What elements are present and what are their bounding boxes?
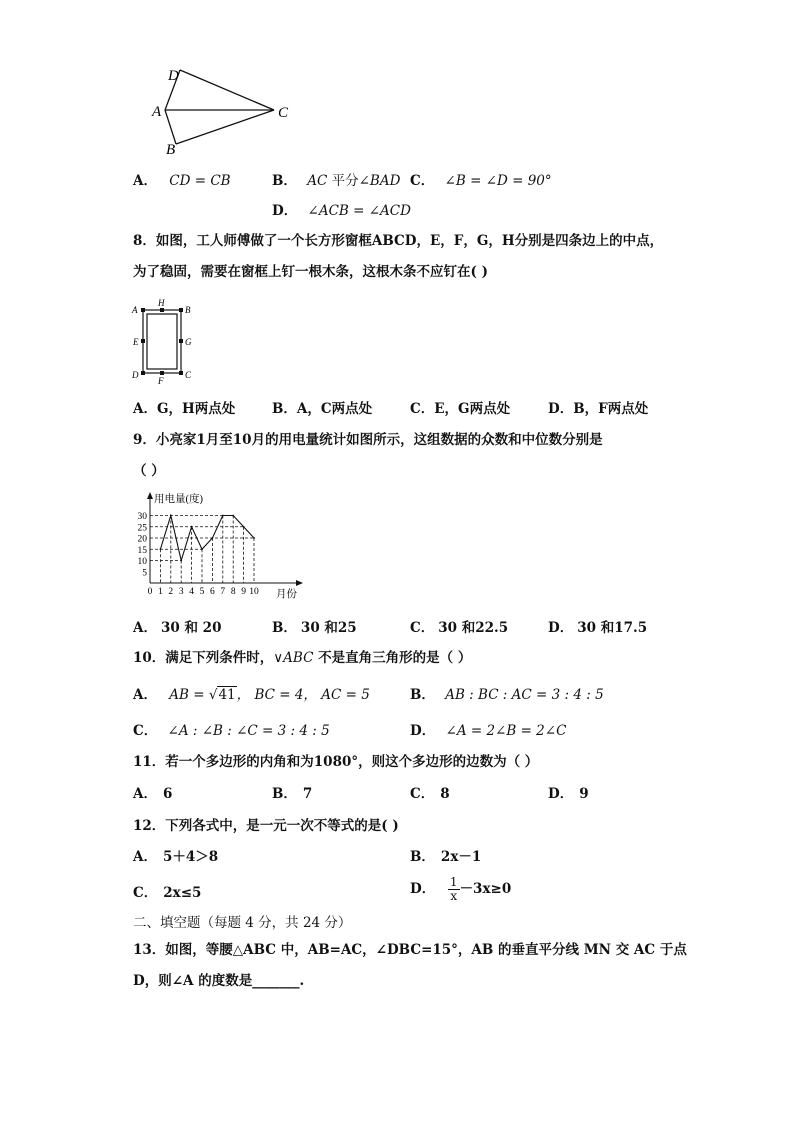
q8-stem-line2: 为了稳固，需要在窗框上钉一根木条，这根木条不应钉在( ) bbox=[133, 264, 488, 280]
option-text: B，F两点处 bbox=[573, 401, 649, 417]
data-point-9 bbox=[243, 526, 245, 528]
q10-option-c bbox=[133, 722, 330, 740]
option-letter: D． bbox=[410, 723, 436, 739]
y-tick-label: 15 bbox=[137, 545, 147, 556]
q12-stem: 12．下列各式中，是一元一次不等式的是( ) bbox=[133, 818, 399, 834]
q9-option-b bbox=[272, 619, 357, 637]
option-rest: ， BC = 4， AC = 5 bbox=[236, 687, 370, 703]
option-text: 2x≤5 bbox=[163, 885, 202, 901]
data-point-8 bbox=[232, 515, 234, 517]
label-E: E bbox=[133, 337, 139, 347]
stem-post: 不是直角三角形的是（ ） bbox=[313, 650, 472, 666]
q7-option-d bbox=[272, 202, 411, 220]
option-letter: A． bbox=[133, 620, 157, 636]
q11-option-c bbox=[410, 785, 450, 803]
option-letter: B． bbox=[410, 687, 435, 703]
fraction-denominator: x bbox=[450, 889, 458, 903]
q9-stem-line2: （ ） bbox=[133, 463, 165, 479]
q11-option-a bbox=[133, 785, 172, 803]
data-point-2 bbox=[170, 515, 172, 517]
q8-window-frame-figure bbox=[130, 298, 196, 386]
x-tick-label: 1 bbox=[158, 587, 163, 597]
q7-option-b bbox=[272, 172, 400, 190]
option-letter: D． bbox=[548, 620, 574, 636]
q13-stem-line2 bbox=[133, 972, 304, 990]
option-letter: A． bbox=[133, 687, 157, 703]
q7-kite-figure bbox=[148, 64, 298, 160]
y-tick-label: 20 bbox=[137, 534, 147, 545]
x-axis-label: 月份 bbox=[276, 589, 297, 600]
stem-triangle: ∨ABC bbox=[273, 650, 314, 666]
q9-option-a bbox=[133, 619, 221, 637]
label-G: G bbox=[185, 337, 192, 347]
option-text: 8 bbox=[440, 786, 450, 802]
x-axis-arrow bbox=[296, 580, 303, 586]
option-rest: －3x≥0 bbox=[459, 881, 512, 897]
q11-option-d bbox=[548, 785, 589, 803]
data-point-6 bbox=[212, 537, 214, 539]
q11-stem: 11．若一个多边形的内角和为1080°，则这个多边形的边数为（ ） bbox=[133, 754, 539, 770]
label-B: B bbox=[185, 305, 191, 315]
option-letter: A． bbox=[133, 401, 157, 417]
q7-option-a bbox=[133, 172, 231, 190]
q9-electricity-line-chart bbox=[128, 490, 308, 605]
option-text: 30 和25 bbox=[300, 620, 357, 636]
option-letter: D． bbox=[548, 401, 574, 417]
q10-stem bbox=[133, 649, 471, 667]
x-tick-label: 0 bbox=[147, 587, 153, 597]
option-letter: D． bbox=[410, 881, 436, 897]
x-tick-label: 2 bbox=[168, 587, 174, 597]
label-C: C bbox=[278, 105, 289, 121]
option-letter: D． bbox=[548, 786, 574, 802]
section-title: 二、填空题（每题 4 分，共 24 分） bbox=[133, 915, 352, 931]
option-letter: B． bbox=[272, 401, 297, 417]
q12-option-c bbox=[133, 884, 201, 902]
label-A: A bbox=[132, 305, 138, 315]
stem-pre: D，则∠A 的度数是 bbox=[133, 973, 253, 989]
x-tick-label: 3 bbox=[178, 587, 184, 597]
option-letter: A． bbox=[133, 849, 157, 865]
y-axis-label: 用电量(度) bbox=[154, 494, 203, 505]
option-letter: B． bbox=[272, 786, 297, 802]
option-text: 9 bbox=[579, 786, 589, 802]
option-text-mid: 平分 bbox=[327, 173, 359, 189]
option-text: E，G两点处 bbox=[434, 401, 511, 417]
data-point-5 bbox=[201, 548, 203, 550]
option-text: ∠ACB = ∠ACD bbox=[307, 203, 411, 219]
x-tick-label: 7 bbox=[220, 587, 226, 597]
option-text: AB : BC : AC = 3 : 4 : 5 bbox=[445, 687, 604, 703]
y-tick-label: 10 bbox=[137, 557, 147, 567]
q9-option-c bbox=[410, 619, 508, 637]
label-D: D bbox=[132, 370, 139, 380]
data-point-1 bbox=[160, 548, 162, 550]
option-text: A，C两点处 bbox=[296, 401, 373, 417]
option-letter: C． bbox=[410, 786, 435, 802]
option-letter: C． bbox=[133, 723, 158, 739]
x-tick-label: 8 bbox=[230, 587, 236, 597]
option-letter: D． bbox=[272, 203, 298, 219]
x-tick-label: 9 bbox=[241, 587, 246, 597]
stem-pre: 10．满足下列条件时， bbox=[133, 650, 274, 666]
label-A: A bbox=[152, 104, 162, 120]
q13-stem-line1: 13．如图，等腰△ABC 中，AB=AC，∠DBC=15°，AB 的垂直平分线 MN 交 AC 于点 bbox=[133, 942, 687, 958]
label-B: B bbox=[166, 142, 176, 158]
q8-option-a bbox=[133, 400, 235, 418]
option-letter: B． bbox=[272, 620, 297, 636]
y-tick-label: 30 bbox=[137, 512, 147, 522]
option-letter: B． bbox=[272, 173, 297, 189]
x-tick-label: 4 bbox=[189, 587, 194, 597]
y-axis-arrow bbox=[147, 492, 153, 499]
option-sqrt-value: 41 bbox=[218, 687, 236, 703]
q10-option-b bbox=[410, 686, 604, 704]
fraction-numerator: 1 bbox=[449, 875, 458, 889]
q9-option-d bbox=[548, 619, 647, 637]
option-text-pre: AC bbox=[307, 173, 328, 189]
x-tick-label: 10 bbox=[249, 587, 259, 597]
label-F: F bbox=[158, 376, 164, 386]
y-tick-label: 25 bbox=[137, 523, 147, 534]
option-letter: A． bbox=[133, 786, 157, 802]
x-tick-label: 6 bbox=[210, 587, 215, 597]
label-H: H bbox=[158, 298, 165, 308]
option-text: 6 bbox=[162, 786, 173, 802]
option-text: ∠B = ∠D = 90° bbox=[444, 173, 552, 189]
q12-option-b bbox=[410, 848, 481, 866]
option-text-post: ∠BAD bbox=[358, 173, 401, 189]
q8-option-d bbox=[548, 400, 648, 418]
option-text: 7 bbox=[302, 786, 313, 802]
stem-post: . bbox=[299, 973, 305, 989]
option-letter: B． bbox=[410, 849, 435, 865]
y-tick-label: 5 bbox=[142, 568, 147, 579]
x-tick-label: 5 bbox=[199, 587, 205, 597]
option-text: 30 和22.5 bbox=[438, 620, 509, 636]
q10-option-a bbox=[133, 686, 370, 704]
option-letter: C． bbox=[410, 173, 435, 189]
label-D: D bbox=[168, 68, 179, 84]
q8-option-b bbox=[272, 400, 372, 418]
option-text: 30 和 20 bbox=[160, 620, 222, 636]
q12-option-d bbox=[410, 876, 511, 903]
q8-stem-line1: 8．如图，工人师傅做了一个长方形窗框ABCD，E，F，G，H分别是四条边上的中点， bbox=[133, 233, 664, 249]
option-ab: AB = bbox=[169, 687, 209, 703]
option-text: 2x－1 bbox=[440, 849, 482, 865]
option-text: G，H两点处 bbox=[156, 401, 236, 417]
option-text: 5＋4＞8 bbox=[162, 849, 219, 865]
q7-option-c bbox=[410, 172, 552, 190]
q12-option-a bbox=[133, 848, 218, 866]
option-letter: C． bbox=[410, 620, 435, 636]
option-letter: C． bbox=[410, 401, 435, 417]
answer-blank[interactable]: _______ bbox=[252, 973, 300, 989]
data-point-4 bbox=[191, 526, 193, 528]
option-text: 30 和17.5 bbox=[577, 620, 648, 636]
option-letter: C． bbox=[133, 885, 158, 901]
option-text: ∠A = 2∠B = 2∠C bbox=[445, 723, 567, 739]
fraction bbox=[448, 876, 460, 903]
q9-stem-line1: 9．小亮家1月至10月的用电量统计如图所示，这组数据的众数和中位数分别是 bbox=[133, 432, 603, 448]
q11-option-b bbox=[272, 785, 312, 803]
label-C: C bbox=[185, 370, 192, 380]
option-text: CD = CB bbox=[169, 173, 231, 189]
data-point-7 bbox=[222, 515, 224, 517]
option-text: ∠A : ∠B : ∠C = 3 : 4 : 5 bbox=[167, 723, 330, 739]
data-point-3 bbox=[180, 560, 182, 562]
option-letter: A． bbox=[133, 173, 157, 189]
q8-option-c bbox=[410, 400, 510, 418]
sqrt-sign: √ bbox=[208, 687, 218, 703]
q10-option-d bbox=[410, 722, 566, 740]
data-point-10 bbox=[253, 537, 255, 539]
